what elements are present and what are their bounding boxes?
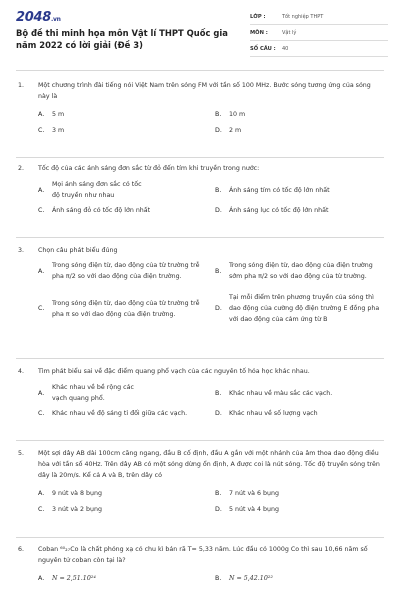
answer-options xyxy=(16,106,384,138)
question-number: 4. xyxy=(18,368,25,375)
answer-options xyxy=(16,178,384,218)
option-letter: B. xyxy=(215,574,222,582)
question-stem xyxy=(16,80,384,102)
question-stem xyxy=(16,544,384,566)
answer-options xyxy=(16,381,384,421)
meta-row-count xyxy=(250,41,388,57)
answer-options xyxy=(16,485,384,517)
option-a[interactable] xyxy=(38,381,207,405)
question-1 xyxy=(16,80,384,138)
option-letter: C. xyxy=(38,505,45,513)
option-d[interactable] xyxy=(215,405,384,421)
option-text: 5 m xyxy=(52,110,65,118)
option-text: Khác nhau về độ sáng tỉ đối giữa các vạch. xyxy=(52,409,188,417)
option-letter: A. xyxy=(38,186,45,194)
option-letter: B. xyxy=(215,489,222,497)
option-letter: A. xyxy=(38,110,45,118)
option-letter: A. xyxy=(38,574,45,582)
option-letter: D. xyxy=(215,126,222,134)
option-letter: B. xyxy=(215,267,222,275)
option-b[interactable] xyxy=(215,260,384,282)
option-text: Mọi ánh sáng đơn sắc có tốc độ truyền như nhau xyxy=(52,181,142,199)
option-text: Ánh sáng lục có tốc độ lớn nhất xyxy=(229,206,329,214)
question-2 xyxy=(16,163,384,218)
option-letter: B. xyxy=(215,110,222,118)
option-text: 3 m xyxy=(52,126,65,134)
meta-value: Tốt nghiệp THPT xyxy=(282,13,324,20)
question-stem xyxy=(16,366,384,377)
option-d[interactable] xyxy=(215,501,384,517)
option-letter: D. xyxy=(215,206,222,214)
question-stem xyxy=(16,245,384,256)
question-text: Một chương trình đài tiếng nói Việt Nam trên sóng FM với tần số 100 MHz. Bước sóng tương ứng của sóng này là xyxy=(38,82,371,100)
option-text: Khác nhau về bề rộng các vạch quang phổ. xyxy=(52,384,134,402)
option-text: N = 2,51.10²⁴ xyxy=(52,574,96,582)
option-letter: B. xyxy=(215,389,222,397)
option-d[interactable] xyxy=(215,202,384,218)
option-text: 3 nút và 2 bụng xyxy=(52,505,103,513)
option-letter: C. xyxy=(38,305,45,312)
meta-label: SỐ CÂU : xyxy=(250,45,276,52)
option-c[interactable] xyxy=(38,122,207,138)
option-text: Tại mỗi điểm trên phương truyền của sóng thì dao động của cường độ điện trường E đồng pha với dao động của cảm ứng từ B xyxy=(229,294,380,323)
option-text: Trong sóng điện từ, dao động của điện trường sớm pha π/2 so với dao động của từ trường. xyxy=(229,262,373,280)
option-text: Khác nhau về số lượng vạch xyxy=(229,409,318,417)
question-4 xyxy=(16,366,384,421)
option-a[interactable] xyxy=(38,178,207,202)
option-c[interactable] xyxy=(38,405,207,421)
meta-label: LỚP : xyxy=(250,13,266,20)
question-text: Chọn câu phát biểu đúng xyxy=(38,247,118,254)
option-letter: A. xyxy=(38,389,45,397)
option-text: Khác nhau về màu sắc các vạch. xyxy=(229,389,333,397)
option-text: Trong sóng điện từ, dao động của từ trường trễ pha π so với dao động của điện trường. xyxy=(52,299,200,318)
meta-row-class xyxy=(250,9,388,25)
option-a[interactable] xyxy=(38,485,207,501)
option-d[interactable] xyxy=(215,122,384,138)
option-text: 7 nút và 6 bụng xyxy=(229,489,280,497)
option-a[interactable] xyxy=(38,570,207,586)
option-text: Trong sóng điện từ, dao động của từ trường trễ pha π/2 so với dao động của điện trường. xyxy=(52,262,200,280)
question-stem xyxy=(16,163,384,174)
document-meta xyxy=(250,9,388,57)
option-text: 5 nút và 4 bụng xyxy=(229,505,280,513)
meta-label: MÔN : xyxy=(250,29,268,36)
document-title: Bộ đề thi minh họa môn Vật lí THPT Quốc gia năm 2022 có lời giải (Đề 3) xyxy=(16,28,228,50)
question-number: 1. xyxy=(18,82,25,89)
option-b[interactable] xyxy=(215,570,384,586)
option-letter: A. xyxy=(38,267,45,275)
divider xyxy=(16,157,384,158)
divider xyxy=(16,440,384,441)
option-d[interactable] xyxy=(215,292,384,325)
option-letter: C. xyxy=(38,409,45,417)
option-b[interactable] xyxy=(215,178,384,202)
option-c[interactable] xyxy=(38,501,207,517)
option-b[interactable] xyxy=(215,381,384,405)
option-c[interactable] xyxy=(38,202,207,218)
option-text: N = 5,42.10²² xyxy=(229,574,273,582)
document-header xyxy=(0,0,400,66)
question-3 xyxy=(16,245,384,325)
option-letter: A. xyxy=(38,489,45,497)
question-text: Coban ⁶⁰₂₇Co là chất phóng xạ có chu kì bán rã T= 5,33 năm. Lúc đầu có 1000g Co thì sau 10,66 năm số nguyên tử coban còn tại là? xyxy=(38,546,368,564)
meta-value: 40 xyxy=(282,45,289,52)
option-letter: D. xyxy=(215,505,222,513)
site-logo[interactable] xyxy=(16,10,61,25)
logo-text: 2048 xyxy=(16,10,51,25)
question-5 xyxy=(16,448,384,517)
answer-options xyxy=(16,260,384,325)
option-text: Ánh sáng đỏ có tốc độ lớn nhất xyxy=(52,206,151,214)
option-text: 9 nút và 8 bụng xyxy=(52,489,103,497)
option-text: Ánh sáng tím có tốc độ lớn nhất xyxy=(229,186,330,194)
option-letter: C. xyxy=(38,206,45,214)
option-a[interactable] xyxy=(38,260,207,282)
question-number: 5. xyxy=(18,450,25,457)
divider xyxy=(16,70,384,71)
meta-row-subject xyxy=(250,25,388,41)
option-b[interactable] xyxy=(215,485,384,501)
question-stem xyxy=(16,448,384,481)
logo-tld: .vn xyxy=(50,16,61,23)
meta-value: Vật lý xyxy=(282,29,297,36)
option-text: 2 m xyxy=(229,126,242,134)
option-c[interactable] xyxy=(38,292,207,325)
question-number: 6. xyxy=(18,546,25,553)
option-text: 10 m xyxy=(229,110,246,118)
question-text: Một sợi dây AB dài 100cm căng ngang, đầu B cố định, đầu A gắn với một nhánh của âm thoa dao động điều hòa với tần số 40Hz. Trên dây AB có một sóng dừng ổn định, A được coi là nút sóng. Tốc độ truyền sóng trên dây là 20m/s. Kể cả A và B, trên dây có xyxy=(38,450,380,479)
question-6 xyxy=(16,544,384,586)
question-number: 3. xyxy=(18,247,25,254)
option-letter: D. xyxy=(215,409,222,417)
option-a[interactable] xyxy=(38,106,207,122)
answer-options xyxy=(16,570,384,586)
divider xyxy=(16,237,384,238)
question-text: Tìm phát biểu sai về đặc điểm quang phổ vạch của các nguyên tố hóa học khác nhau. xyxy=(38,368,310,375)
option-letter: B. xyxy=(215,186,222,194)
option-b[interactable] xyxy=(215,106,384,122)
option-letter: D. xyxy=(215,305,222,312)
question-text: Tốc độ của các ánh sáng đơn sắc từ đỏ đến tím khi truyền trong nước: xyxy=(38,165,260,172)
divider xyxy=(16,537,384,538)
divider xyxy=(16,358,384,359)
question-number: 2. xyxy=(18,165,25,172)
option-letter: C. xyxy=(38,126,45,134)
